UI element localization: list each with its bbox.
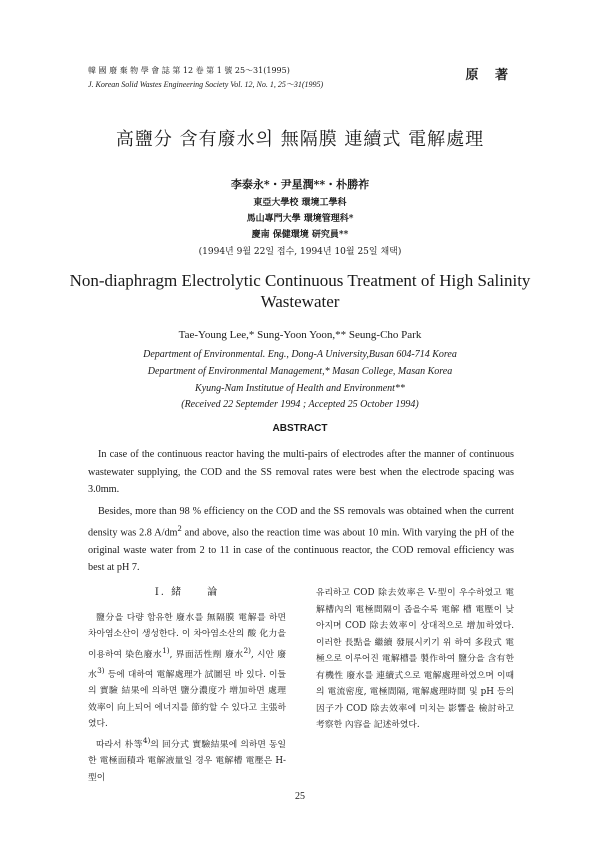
received-date-english: (Received 22 Septemder 1994 ; Accepted 25 October 1994) bbox=[181, 399, 419, 410]
title-english: Non-diaphragm Electrolytic Continuous Treatment of High Salinity Wastewater bbox=[69, 271, 531, 311]
abstract-paragraph-1: In case of the continuous reactor having the multi-pairs of electrodes after the manner of continuous wastewater supplying, the COD and the SS removal rates were best when the electrode spacing was 3.0mm. bbox=[88, 449, 514, 495]
citation: 1) bbox=[162, 645, 170, 655]
body-paragraph bbox=[88, 610, 286, 733]
body-paragraph: 유리하고 COD 除去效率은 V-型이 우수하였고 電解槽內의 電極間隔이 좁을수록 電解 槽 電壓이 낮아지며 COD 除去效率이 상대적으로 增加하였다. 이러한 長點을 繼續 發展시키기 위 하여 多段式 電極으로 이루어진 電解槽를 製作하여 鹽分을 含有한 有機性 廢水를 連續式으로 電解處理하였으며 이때의 電流密度, 電極間隔, 電解處理時間 및 pH 등의 因子가 COD 除去效率에 미치는 影響을 檢討하고 考察한 內容을 記述하였다. bbox=[316, 588, 514, 730]
section-heading-introduction: Ⅰ. 緒 論 bbox=[154, 587, 220, 598]
body-text: 따라서 朴等 bbox=[96, 739, 143, 750]
abstract-text: and above, also the reaction time was about 10 min. With varying the pH of the original waste water from 2 to 11 in case of the continuous reactor, the COD removal efficiency was best at pH 7. bbox=[88, 527, 514, 574]
authors-english: Tae-Young Lee,* Sung-Yoon Yoon,** Seung-Cho Park bbox=[178, 329, 422, 341]
body-column-left bbox=[88, 585, 286, 786]
body-paragraph bbox=[88, 733, 286, 786]
abstract-paragraph-2 bbox=[88, 503, 514, 577]
affiliation-english-2: Department of Environmental Management,* Masan College, Masan Korea bbox=[147, 366, 453, 377]
abstract-body bbox=[88, 446, 514, 581]
body-column-right bbox=[316, 585, 514, 734]
abstract-heading: ABSTRACT bbox=[272, 423, 328, 434]
abstract-text: Besides, more than 98 % efficiency on the COD and the SS removals was obtained when the current density was 2.8 A/dm bbox=[88, 505, 514, 539]
citation: 4) bbox=[142, 735, 151, 745]
journal-citation-en: J. Korean Solid Wastes Engineering Society Vol. 12, No. 1, 25～31(1995) bbox=[88, 80, 324, 89]
affiliation-english-1: Department of Environmental. Eng., Dong-A University,Busan 604-714 Korea bbox=[143, 349, 457, 360]
affiliation-korean-3: 慶南 保健環境 研究員** bbox=[251, 230, 349, 240]
body-text: 鹽分을 다량 함유한 廢水를 無隔膜 電解를 하면 차아염소산이 생성한다. 이 차아염소산의 酸 化力을 이용하여 染色廢水 bbox=[88, 612, 286, 660]
affiliation-english-3: Kyung-Nam Institutue of Health and Environment** bbox=[195, 383, 405, 394]
received-date-korean: (1994년 9월 22일 접수, 1994년 10월 25일 채택) bbox=[198, 247, 402, 257]
title-korean: 高鹽分 含有廢水의 無隔膜 連續式 電解處理 bbox=[115, 129, 485, 150]
body-text: , 界面活性劑 廢水 bbox=[169, 649, 244, 660]
citation: 2) bbox=[243, 645, 251, 655]
citation: 3) bbox=[97, 665, 105, 675]
body-text: 등에 대하여 電解處理가 試圖된 바 있다. 이들의 實驗 結果에 의하면 鹽分濃度가 增加하면 處理效率이 向上되어 에너지를 節約할 수 있다고 主張하였다. bbox=[88, 669, 286, 730]
journal-header bbox=[88, 64, 323, 92]
affiliation-korean-2: 馬山專門大學 環境管理科* bbox=[246, 214, 354, 224]
body-text: , 시안 廢水 bbox=[88, 649, 286, 680]
body-text: 의 回分式 實驗結果에 의하면 동일한 電極面積과 電解液量일 경우 電解槽 電壓은 H-型이 bbox=[88, 739, 286, 783]
superscript: 2 bbox=[177, 523, 182, 533]
affiliation-korean-1: 東亞大學校 環境工學科 bbox=[253, 198, 347, 208]
journal-citation-ko: 韓 國 廢 棄 物 學 會 誌 第 12 卷 第 1 號 25～31(1995) bbox=[88, 66, 290, 75]
authors-korean: 李泰永*・尹星潤**・朴勝祚 bbox=[230, 178, 370, 191]
article-type-label: 原 著 bbox=[465, 68, 514, 83]
page-number: 25 bbox=[295, 791, 305, 802]
